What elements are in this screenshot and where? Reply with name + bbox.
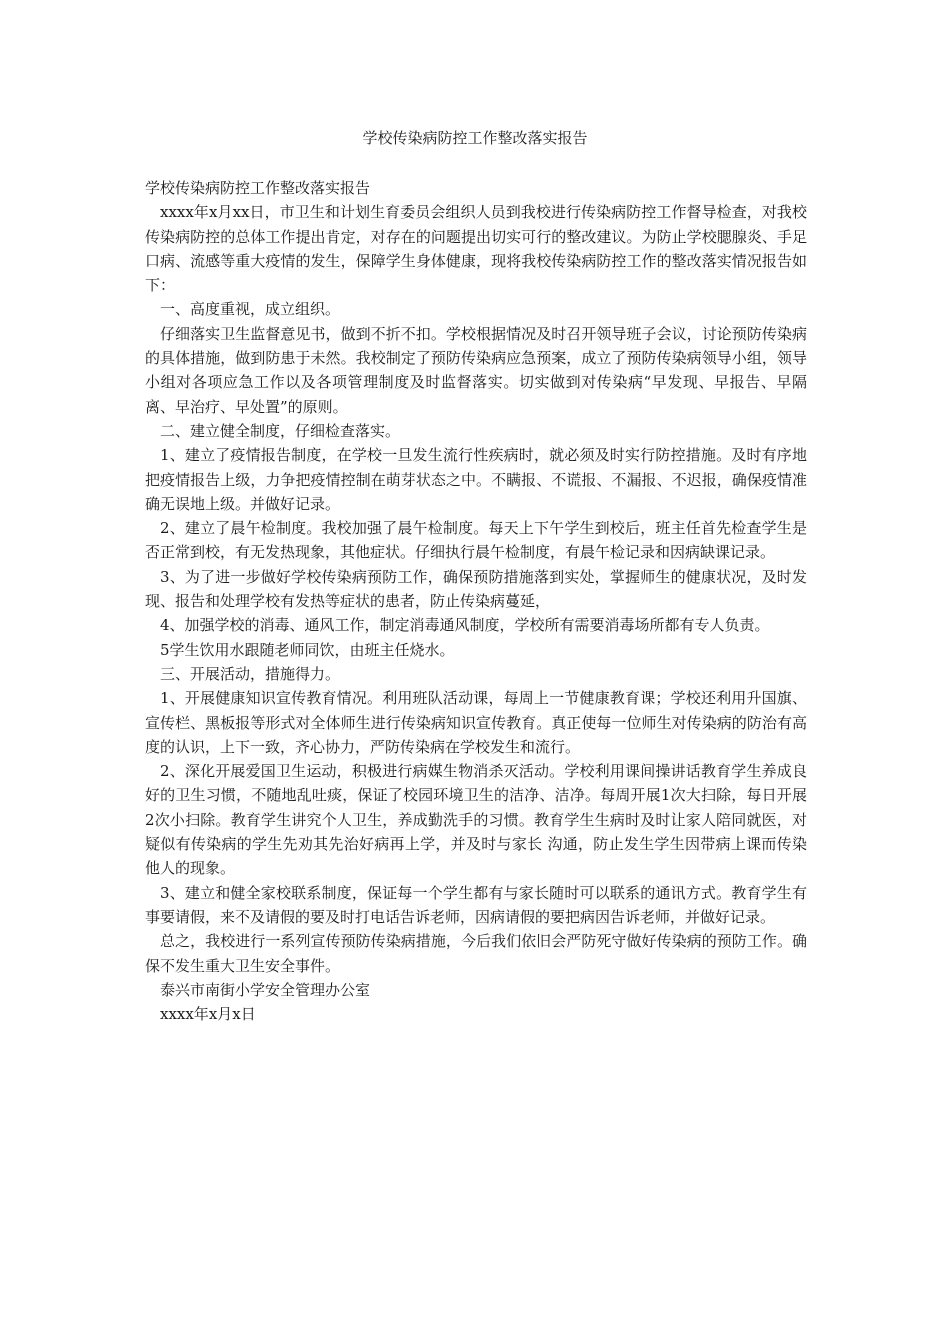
document-title: 学校传染病防控工作整改落实报告 <box>362 129 588 147</box>
paragraph: 3、为了进一步做好学校传染病预防工作，确保预防措施落到实处，掌握师生的健康状况，及时发现、报告和处理学校有发热等症状的患者，防止传染病蔓延， <box>145 567 807 611</box>
paragraph: 5学生饮用水跟随老师同饮，由班主任烧水。 <box>160 640 455 659</box>
paragraph: 仔细落实卫生监督意见书，做到不折不扣。学校根据情况及时召开领导班子会议，讨论预防传染病的具体措施，做到防患于未然。我校制定了预防传染病应急预案，成立了预防传染病领导小组，领导小组对各项应急工作以及各项管理制度及时监督落实。切实做到对传染病“早发现、早报告、早隔离、早治疗、早处置”的原则。 <box>145 324 807 416</box>
section-heading-2: 二、建立健全制度，仔细检查落实。 <box>160 421 401 440</box>
paragraph: 1、开展健康知识宣传教育情况。利用班队活动课，每周上一节健康教育课；学校还利用升国旗、宣传栏、黑板报等形式对全体师生进行传染病知识宣传教育。真正使每一位师生对传染病的防治有高度的认识，上下一致，齐心协力，严防传染病在学校发生和流行。 <box>145 689 807 756</box>
paragraph: 3、建立和健全家校联系制度，保证每一个学生都有与家长随时可以联系的通讯方式。教育学生有事要请假，来不及请假的要及时打电话告诉老师，因病请假的要把病因告诉老师，并做好记录。 <box>145 883 807 926</box>
signature-date: xxxx年x月x日 <box>160 1005 256 1024</box>
signature-office: 泰兴市南街小学安全管理办公室 <box>160 980 371 999</box>
paragraph: 4、加强学校的消毒、通风工作，制定消毒通风制度，学校所有需要消毒场所都有专人负责。 <box>160 616 770 635</box>
paragraph: 1、建立了疫情报告制度，在学校一旦发生流行性疾病时，就必须及时实行防控措施。及时有序地把疫情报告上级，力争把疫情控制在萌芽状态之中。不瞒报、不谎报、不漏报、不迟报，确保疫情准确无误地上级。并做好记录。 <box>145 446 807 513</box>
paragraph-conclusion: 总之，我校进行一系列宣传预防传染病措施，今后我们依旧会严防死守做好传染病的预防工作。确保不发生重大卫生安全事件。 <box>145 932 807 975</box>
section-heading-3: 三、开展活动，措施得力。 <box>160 664 341 683</box>
paragraph: 2、建立了晨午检制度。我校加强了晨午检制度。每天上下午学生到校后，班主任首先检查学生是否正常到校，有无发热现象，其他症状。仔细执行晨午检制度，有晨午检记录和因病缺课记录。 <box>145 519 807 562</box>
body-heading: 学校传染病防控工作整改落实报告 <box>145 179 371 197</box>
section-heading-1: 一、高度重视，成立组织。 <box>160 300 341 319</box>
paragraph-intro: xxxx年x月xx日，市卫生和计划生育委员会组织人员到我校进行传染病防控工作督导检查，对我校传染病防控的总体工作提出肯定，对存在的问题提出切实可行的整改建议。为防止学校腮腺炎、手足口病、流感等重大疫情的发生，保障学生身体健康，现将我校传染病防控工作的整改落实情况报告如下： <box>145 203 807 295</box>
paragraph: 2、深化开展爱国卫生运动，积极进行病媒生物消杀灭活动。学校利用课间操讲话教育学生养成良好的卫生习惯，不随地乱吐痰，保证了校园环境卫生的洁净、洁净。每周开展1次大扫除，每日开展2次小扫除。教育学生讲究个人卫生，养成勤洗手的习惯。教育学生生病时及时让家人陪同就医，对疑似有传染病的学生先劝其先治好病再上学，并及时与家长 沟通，防止发生学生因带病上课而传染他人的现象。 <box>145 762 807 878</box>
document-body <box>145 176 807 1026</box>
